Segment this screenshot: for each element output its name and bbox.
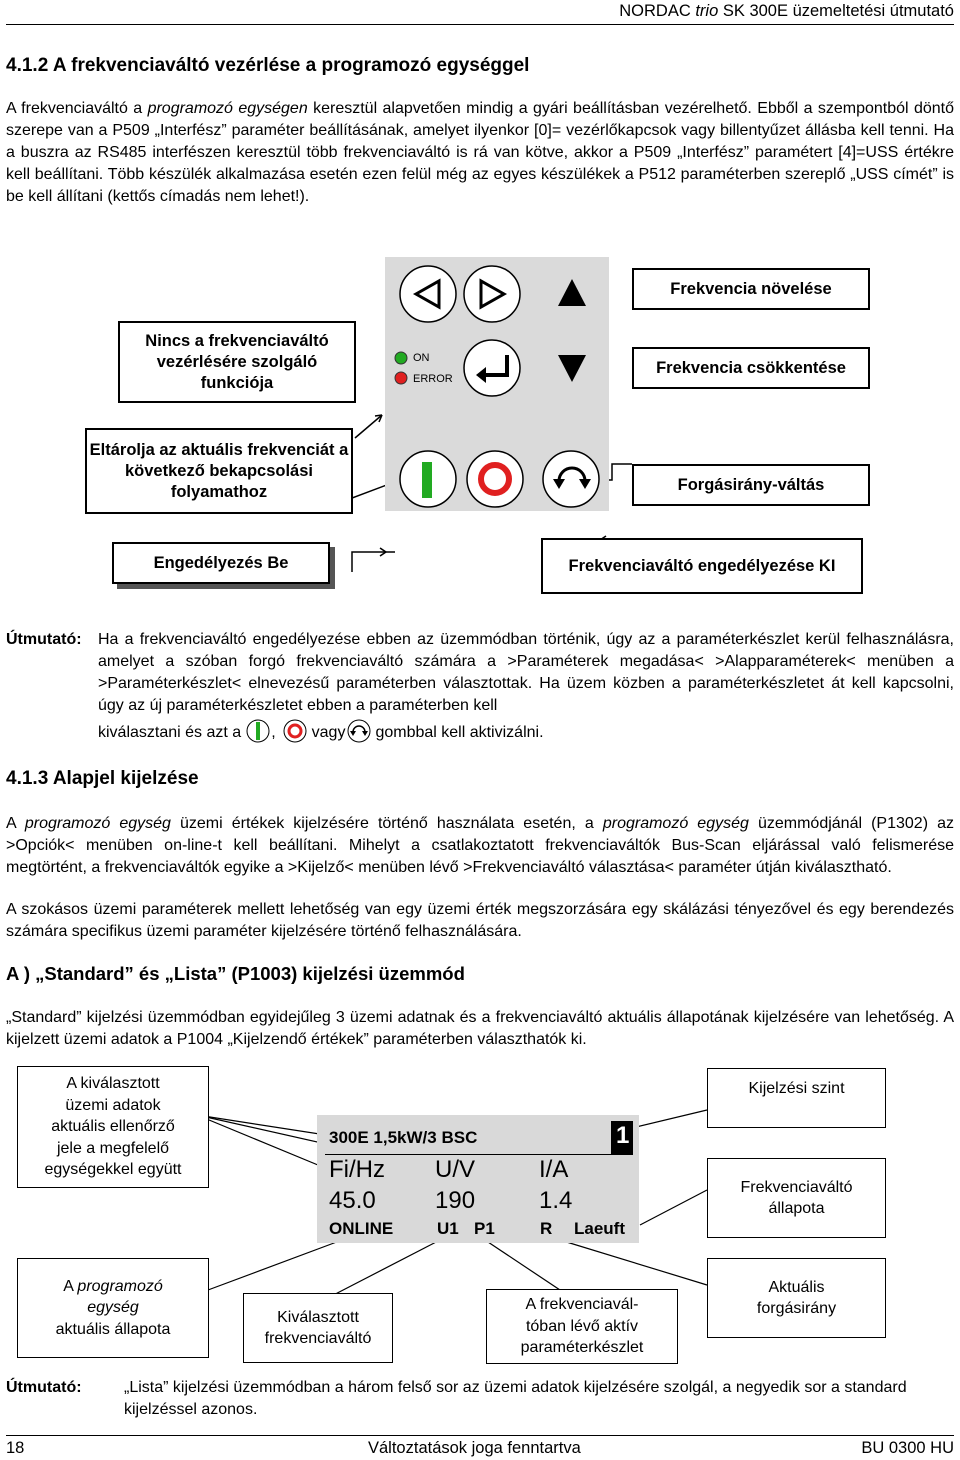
lcd-header-current: I/A <box>539 1156 569 1183</box>
callout-rotation: Aktuális forgásirány <box>707 1258 886 1338</box>
left-button[interactable] <box>400 266 456 322</box>
lcd-value-voltage: 190 <box>435 1187 476 1214</box>
reverse-inline-icon <box>345 718 373 748</box>
header-model: trio <box>695 2 719 20</box>
enter-button[interactable] <box>464 340 520 396</box>
note1-last-line: kiválasztani és azt a , vagy gombbal kell aktivizálni. <box>98 718 544 748</box>
up-arrow-button[interactable] <box>558 279 586 306</box>
error-led-label: ERROR <box>413 373 453 385</box>
callout-inverter-state: Frekvenciaváltó állapota <box>707 1158 886 1238</box>
note1-text: Ha a frekvenciaváltó engedélyezése ebben az üzemmódban történik, úgy az a paraméterkészlet kerül felhasználásra, amelyet a szóban forgó frekvenciaváltó számára a >Paraméterek megadása< >Alapparaméterek< menüben a >Paraméterkészlet< elnevezésű paraméterben választottak. Ha üzem közben a paraméterkészletet át kell kapcsolni, úgy az új paraméterkészletet ebben a paraméterben kell <box>98 631 954 714</box>
stop-inline-icon <box>281 718 309 748</box>
on-led-label: ON <box>413 352 430 364</box>
lcd-level-number: 1 <box>616 1122 630 1149</box>
down-arrow-button[interactable] <box>558 355 586 382</box>
section-heading-412: 4.1.2 A frekvenciaváltó vezérlése a programozó egységgel <box>6 55 530 76</box>
label-no-function: Nincs a frekvenciaváltó vezérlésére szolgáló funkciója <box>118 321 356 403</box>
footer-rights: Változtatások joga fenntartva <box>368 1439 581 1457</box>
document-header <box>619 2 954 21</box>
callout-selected-data: A kiválasztott üzemi adatok aktuális ellenőrző jele a megfelelő egységekkel együtt <box>17 1066 209 1188</box>
footer-doc-code: BU 0300 HU <box>861 1439 954 1457</box>
on-led-icon <box>395 352 407 364</box>
lcd-display <box>317 1115 639 1243</box>
error-led-icon <box>395 372 407 384</box>
right-button[interactable] <box>464 266 520 322</box>
footer-rule <box>6 1435 954 1436</box>
callout-programmer-state: A programozó egység aktuális állapota <box>17 1258 209 1358</box>
stop-button[interactable] <box>467 451 523 507</box>
start-inline-icon <box>245 718 271 748</box>
start-button[interactable] <box>400 451 456 507</box>
lcd-header-voltage: U/V <box>435 1156 476 1183</box>
note1-label: Útmutató: <box>6 631 82 648</box>
lcd-status-paramset: P1 <box>474 1219 495 1238</box>
callout-display-level: Kijelzési szint <box>707 1068 886 1128</box>
lcd-status-direction: R <box>540 1219 553 1238</box>
note2-text: „Lista” kijelzési üzemmódban a három felső sor az üzemi adatok kijelzésére szolgál, a negyedik sor a standard kijelzéssel azonos. <box>124 1379 907 1418</box>
label-enable-off: Frekvenciaváltó engedélyezése KI <box>541 538 863 594</box>
section-heading-413: 4.1.3 Alapjel kijelzése <box>6 768 199 789</box>
section-412-paragraph: A frekvenciaváltó a programozó egységen keresztül alapvetően mindig a gyári beállításban vezérelhető. Ebből a szempontból döntő szerepe van a P509 „Interfész” paraméter beállításának, amelyet ilyenkor [0]= vezérlőkapcsok vagy billentyűzet állásba kell tenni. Ha a buszra az RS485 interfészen keresztül több frekvenciaváltó is rá van kötve, akkor a P509 „Interfész” paramétert [4]=USS értékre kell beállítani. Több készülék alkalmazása esetén ezen felül még az egyes készülékek a P512 paraméterben szereplő „USS címét” is be kell állítani (kettős címadás nem lehet!). <box>6 100 954 205</box>
section-413-paragraph1: A programozó egység üzemi értékek kijelzésére történő használata esetén, a programozó egység üzemmódjánál (P1302) az >Opciók< menüben on-line-t kell beállítani. Mihelyt a csatlakoztatott frekvenciaváltók Bus-Scan eljárással való felismerése megtörtént, a frekvenciaváltók egyike a >Kijelző< menüben lévő >Frekvenciaváltó választása< paraméter útján kiválasztható. <box>6 815 954 876</box>
lcd-value-current: 1.4 <box>539 1187 573 1214</box>
mode-a-heading: A ) „Standard” és „Lista” (P1003) kijelzési üzemmód <box>6 963 465 984</box>
lcd-value-freq: 45.0 <box>329 1187 376 1214</box>
header-title: SK 300E üzemeltetési útmutató <box>722 2 954 20</box>
label-reverse-direction: Forgásirány-váltás <box>632 464 870 506</box>
lcd-header-freq: Fi/Hz <box>329 1156 385 1183</box>
lcd-device-info: 300E 1,5kW/3 BSC <box>329 1128 478 1147</box>
label-enable-on: Engedélyezés Be <box>112 542 330 584</box>
footer-page-number: 18 <box>6 1439 25 1457</box>
label-store-frequency: Eltárolja az aktuális frekvenciát a következő bekapcsolási folyamathoz <box>85 428 353 514</box>
callout-selected-inverter: Kiválasztott frekvenciaváltó <box>243 1293 393 1363</box>
lcd-status-online: ONLINE <box>329 1219 394 1238</box>
header-rule <box>6 24 954 25</box>
lcd-divider <box>325 1154 633 1155</box>
lcd-status-unit: U1 <box>437 1219 459 1238</box>
mode-a-paragraph: „Standard” kijelzési üzemmódban egyidejűleg 3 üzemi adatnak és a frekvenciaváltó aktuális állapotának kijelzésére van lehetőség. A kijelzett üzemi adatok a P1004 „Kijelzendő értékek” paraméterben választhatók ki. <box>6 1009 954 1048</box>
label-frequency-up: Frekvencia növelése <box>632 268 870 310</box>
label-frequency-down: Frekvencia csökkentése <box>632 347 870 389</box>
callout-active-paramset: A frekvenciavál- tóban lévő aktív paraméterkészlet <box>486 1289 678 1364</box>
header-brand: NORDAC <box>619 2 691 20</box>
lcd-status-state: Laeuft <box>574 1219 625 1238</box>
section-413-paragraph2: A szokásos üzemi paraméterek mellett lehetőség van egy üzemi érték megszorzására egy skálázási tényezővel és egy berendezés számára specifikus üzemi paraméter kijelzésére történő felhasználására. <box>6 901 954 940</box>
note2-label: Útmutató: <box>6 1379 82 1396</box>
reverse-button[interactable] <box>543 451 599 507</box>
